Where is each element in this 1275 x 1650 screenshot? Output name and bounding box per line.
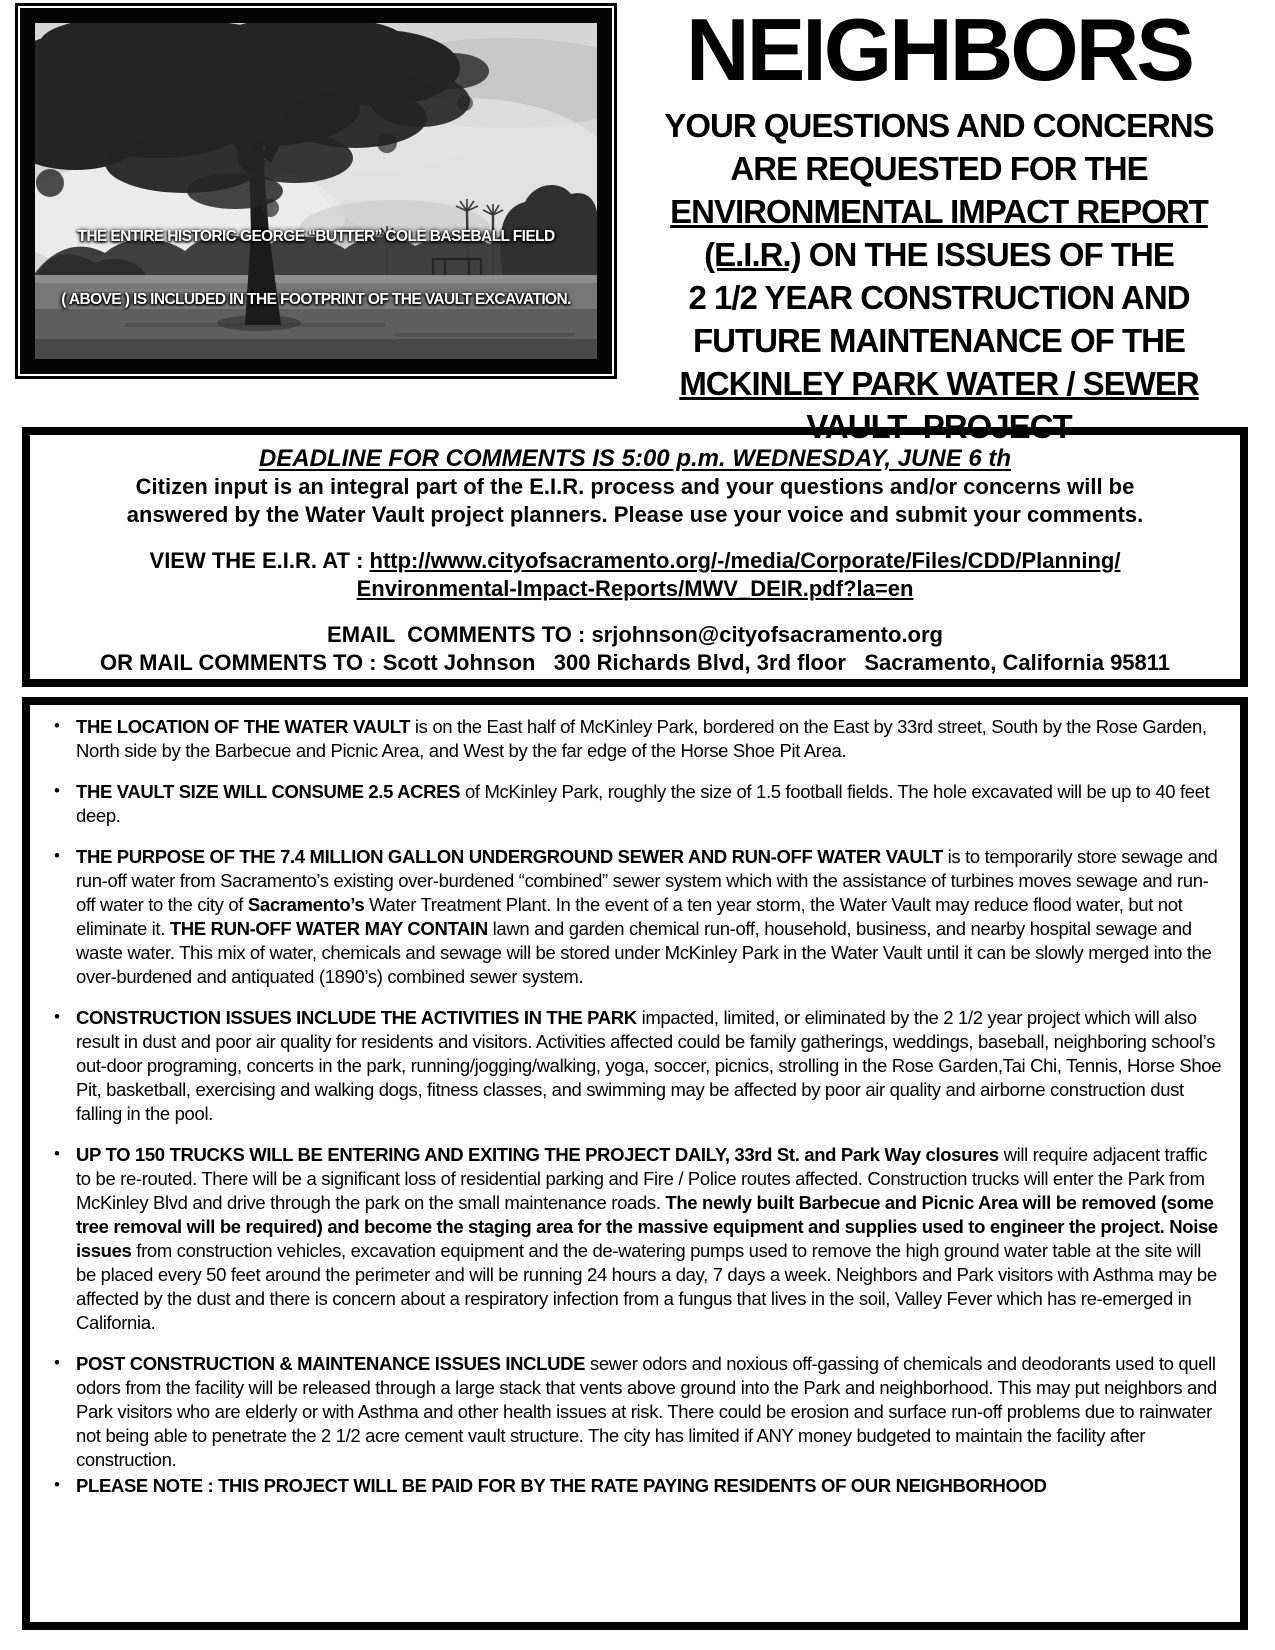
subtitle-line bbox=[626, 104, 1252, 147]
text-segment: sewer odors and noxious off-gassing of chemicals and deodorants used to quell odors from the facility will be released through a large stack that vents above ground into the Park and neighborhood. This may put neighbors and Park visitors who are elderly or with Asthma and other health issues at risk. There could be erosion and surface run-off problems due to rainwater not being able to penetrate the 2 1/2 acre cement vault structure. The city has limited if ANY money budgeted to maintain the facility after construction. bbox=[76, 1353, 1222, 1470]
bullet-vault-size bbox=[42, 780, 1224, 828]
bullet-trucks bbox=[42, 1143, 1224, 1335]
spacer bbox=[30, 603, 1240, 621]
citizen-input-line bbox=[30, 473, 1240, 501]
text-segment: answered by the Water Vault project planners. Please use your voice and submit your comments. bbox=[126, 502, 1144, 527]
view-eir-line bbox=[30, 575, 1240, 603]
text-segment: lawn and garden chemical run-off, household, business, and nearby hospital sewage and waste water. This mix of water, chemicals and sewage will be stored under McKinley Park in the Water Vault until it can be slowly merged into the over-burdened and antiquated (1890’s) combined sewer system. bbox=[76, 918, 1217, 987]
text-segment: of McKinley Park, roughly the size of 1.5 football fields. The hole excavated will be up to 40 feet deep. bbox=[76, 781, 1215, 826]
text-segment: MCKINLEY PARK WATER / SEWER bbox=[679, 365, 1199, 402]
bullet-purpose bbox=[42, 845, 1224, 989]
text-segment: Citizen input is an integral part of the E.I.R. process and your questions and/or concerns will be bbox=[135, 474, 1135, 499]
text-segment: UP TO 150 TRUCKS WILL BE ENTERING AND EXITING THE PROJECT DAILY, 33rd St. and Park Way closures bbox=[76, 1144, 999, 1165]
subtitle-line bbox=[626, 147, 1252, 190]
park-photo bbox=[20, 8, 612, 374]
text-segment: THE RUN-OFF WATER MAY CONTAIN bbox=[169, 918, 488, 939]
text-segment: from construction vehicles, excavation equipment and the de-watering pumps used to remove the high ground water table at the site will be placed every 50 feet around the perimeter and will be running 24 hours a day, 7 days a week. Neighbors and Park visitors with Asthma may be affected by the dust and there is concern about a respiratory infection from a fungus that lives in the soil, Valley Fever which has re-emerged in California. bbox=[76, 1240, 1222, 1333]
text-segment: ON THE ISSUES OF THE bbox=[800, 236, 1174, 273]
text-segment: ENVIRONMENTAL IMPACT REPORT bbox=[670, 193, 1208, 230]
text-segment: EMAIL COMMENTS TO : bbox=[327, 622, 592, 647]
mail-comments-line bbox=[30, 649, 1240, 677]
bullet-location bbox=[42, 715, 1224, 763]
text-segment: Water Treatment Plant. In the event of a ten year storm, the Water Vault may reduce flood water, but not eliminate it. bbox=[76, 894, 1188, 939]
text-segment: POST CONSTRUCTION & MAINTENANCE ISSUES INCLUDE bbox=[76, 1353, 586, 1374]
header bbox=[626, 0, 1252, 448]
subtitle-line bbox=[626, 276, 1252, 319]
text-segment: Sacramento’s bbox=[247, 894, 365, 915]
bullet-please-note bbox=[42, 1474, 1224, 1498]
headline-subtitle bbox=[626, 104, 1252, 448]
text-segment: PLEASE NOTE : THIS PROJECT WILL BE PAID FOR BY THE RATE PAYING RESIDENTS OF OUR NEIGHBORHOOD bbox=[76, 1475, 1047, 1496]
text-segment: THE VAULT SIZE WILL CONSUME 2.5 ACRES bbox=[76, 781, 461, 802]
spacer bbox=[30, 529, 1240, 547]
text-segment: ARE REQUESTED FOR THE bbox=[730, 150, 1148, 187]
bullet-construction-issues bbox=[42, 1006, 1224, 1126]
text-segment: YOUR QUESTIONS AND CONCERNS bbox=[664, 107, 1214, 144]
text-segment: will require adjacent traffic to be re-routed. There will be a significant loss of residential parking and Fire / Police routes affected. Construction trucks will enter the Park from McKinley Blvd and drive through the park on the small maintenance roads. bbox=[76, 1144, 1212, 1213]
text-segment: OR MAIL COMMENTS TO : Scott Johnson 300 Richards Blvd, 3rd floor Sacramento, California 95811 bbox=[99, 650, 1171, 675]
subtitle-line bbox=[626, 362, 1252, 405]
photo-caption-line-1: THE ENTIRE HISTORIC GEORGE “BUTTER” COLE BASEBALL FIELD bbox=[77, 228, 555, 245]
text-segment: DEADLINE FOR COMMENTS IS 5:00 p.m. WEDNESDAY, JUNE 6 th bbox=[258, 445, 1012, 472]
text-segment: VAULT PROJECT bbox=[806, 408, 1072, 445]
email-comments-line bbox=[30, 621, 1240, 649]
issue-bullet-list bbox=[42, 715, 1224, 1498]
issues-box bbox=[22, 697, 1248, 1630]
headline-title: NEIGHBORS bbox=[686, 0, 1192, 99]
eir-report-link[interactable]: http://www.cityofsacramento.org/-/media/Corporate/Files/CDD/Planning/ bbox=[369, 548, 1121, 573]
citizen-input-line bbox=[30, 501, 1240, 529]
text-segment: The newly built Barbecue and Picnic Area will be removed (some tree removal will be required) and become the staging area for the massive equipment and supplies used to engineer the project. Noise issues bbox=[76, 1192, 1223, 1261]
subtitle-line bbox=[626, 319, 1252, 362]
eir-report-link-continued[interactable]: Environmental-Impact-Reports/MWV_DEIR.pdf?la=en bbox=[356, 576, 914, 601]
photo-caption-line-2: ( ABOVE ) IS INCLUDED IN THE FOOTPRINT OF THE VAULT EXCAVATION. bbox=[61, 291, 571, 308]
bullet-post-construction bbox=[42, 1352, 1224, 1472]
deadline-heading bbox=[30, 445, 1240, 473]
view-eir-line bbox=[30, 547, 1240, 575]
text-segment: VIEW THE E.I.R. AT : bbox=[149, 548, 370, 573]
text-segment: is to temporarily store sewage and run-off water from Sacramento’s existing over-burdened “combined” sewer system which with the assistance of turbines moves sewage and run-off water to the city of bbox=[76, 846, 1223, 915]
email-address[interactable]: srjohnson@cityofsacramento.org bbox=[591, 622, 943, 647]
subtitle-line bbox=[626, 190, 1252, 233]
text-segment: FUTURE MAINTENANCE OF THE bbox=[693, 322, 1185, 359]
text-segment: CONSTRUCTION ISSUES INCLUDE THE ACTIVITIES IN THE PARK bbox=[76, 1007, 637, 1028]
text-segment: THE LOCATION OF THE WATER VAULT bbox=[76, 716, 411, 737]
text-segment: 2 1/2 YEAR CONSTRUCTION AND bbox=[688, 279, 1190, 316]
text-segment: impacted, limited, or eliminated by the 2 1/2 year project which will also result in dust and poor air quality for residents and visitors. Activities affected could be family gatherings, weddings, baseball, neighboring school’s out-door programing, concerts in the park, running/jogging/walking, yoga, soccer, picnics, strolling in the Rose Garden,Tai Chi, Tennis, Horse Shoe Pit, basketball, exercising and walking dogs, fitness classes, and swimming may be affected by poor air quality and airborne construction dust falling in the pool. bbox=[76, 1007, 1226, 1124]
text-segment: THE PURPOSE OF THE 7.4 MILLION GALLON UNDERGROUND SEWER AND RUN-OFF WATER VAULT bbox=[76, 846, 943, 867]
subtitle-line bbox=[626, 233, 1252, 276]
text-segment: (E.I.R.) bbox=[704, 236, 801, 273]
deadline-box bbox=[22, 427, 1248, 687]
text-segment: is on the East half of McKinley Park, bordered on the East by 33rd street, South by the Rose Garden, North side by the Barbecue and Picnic Area, and West by the far edge of the Horse Shoe Pit Area. bbox=[76, 716, 1212, 761]
